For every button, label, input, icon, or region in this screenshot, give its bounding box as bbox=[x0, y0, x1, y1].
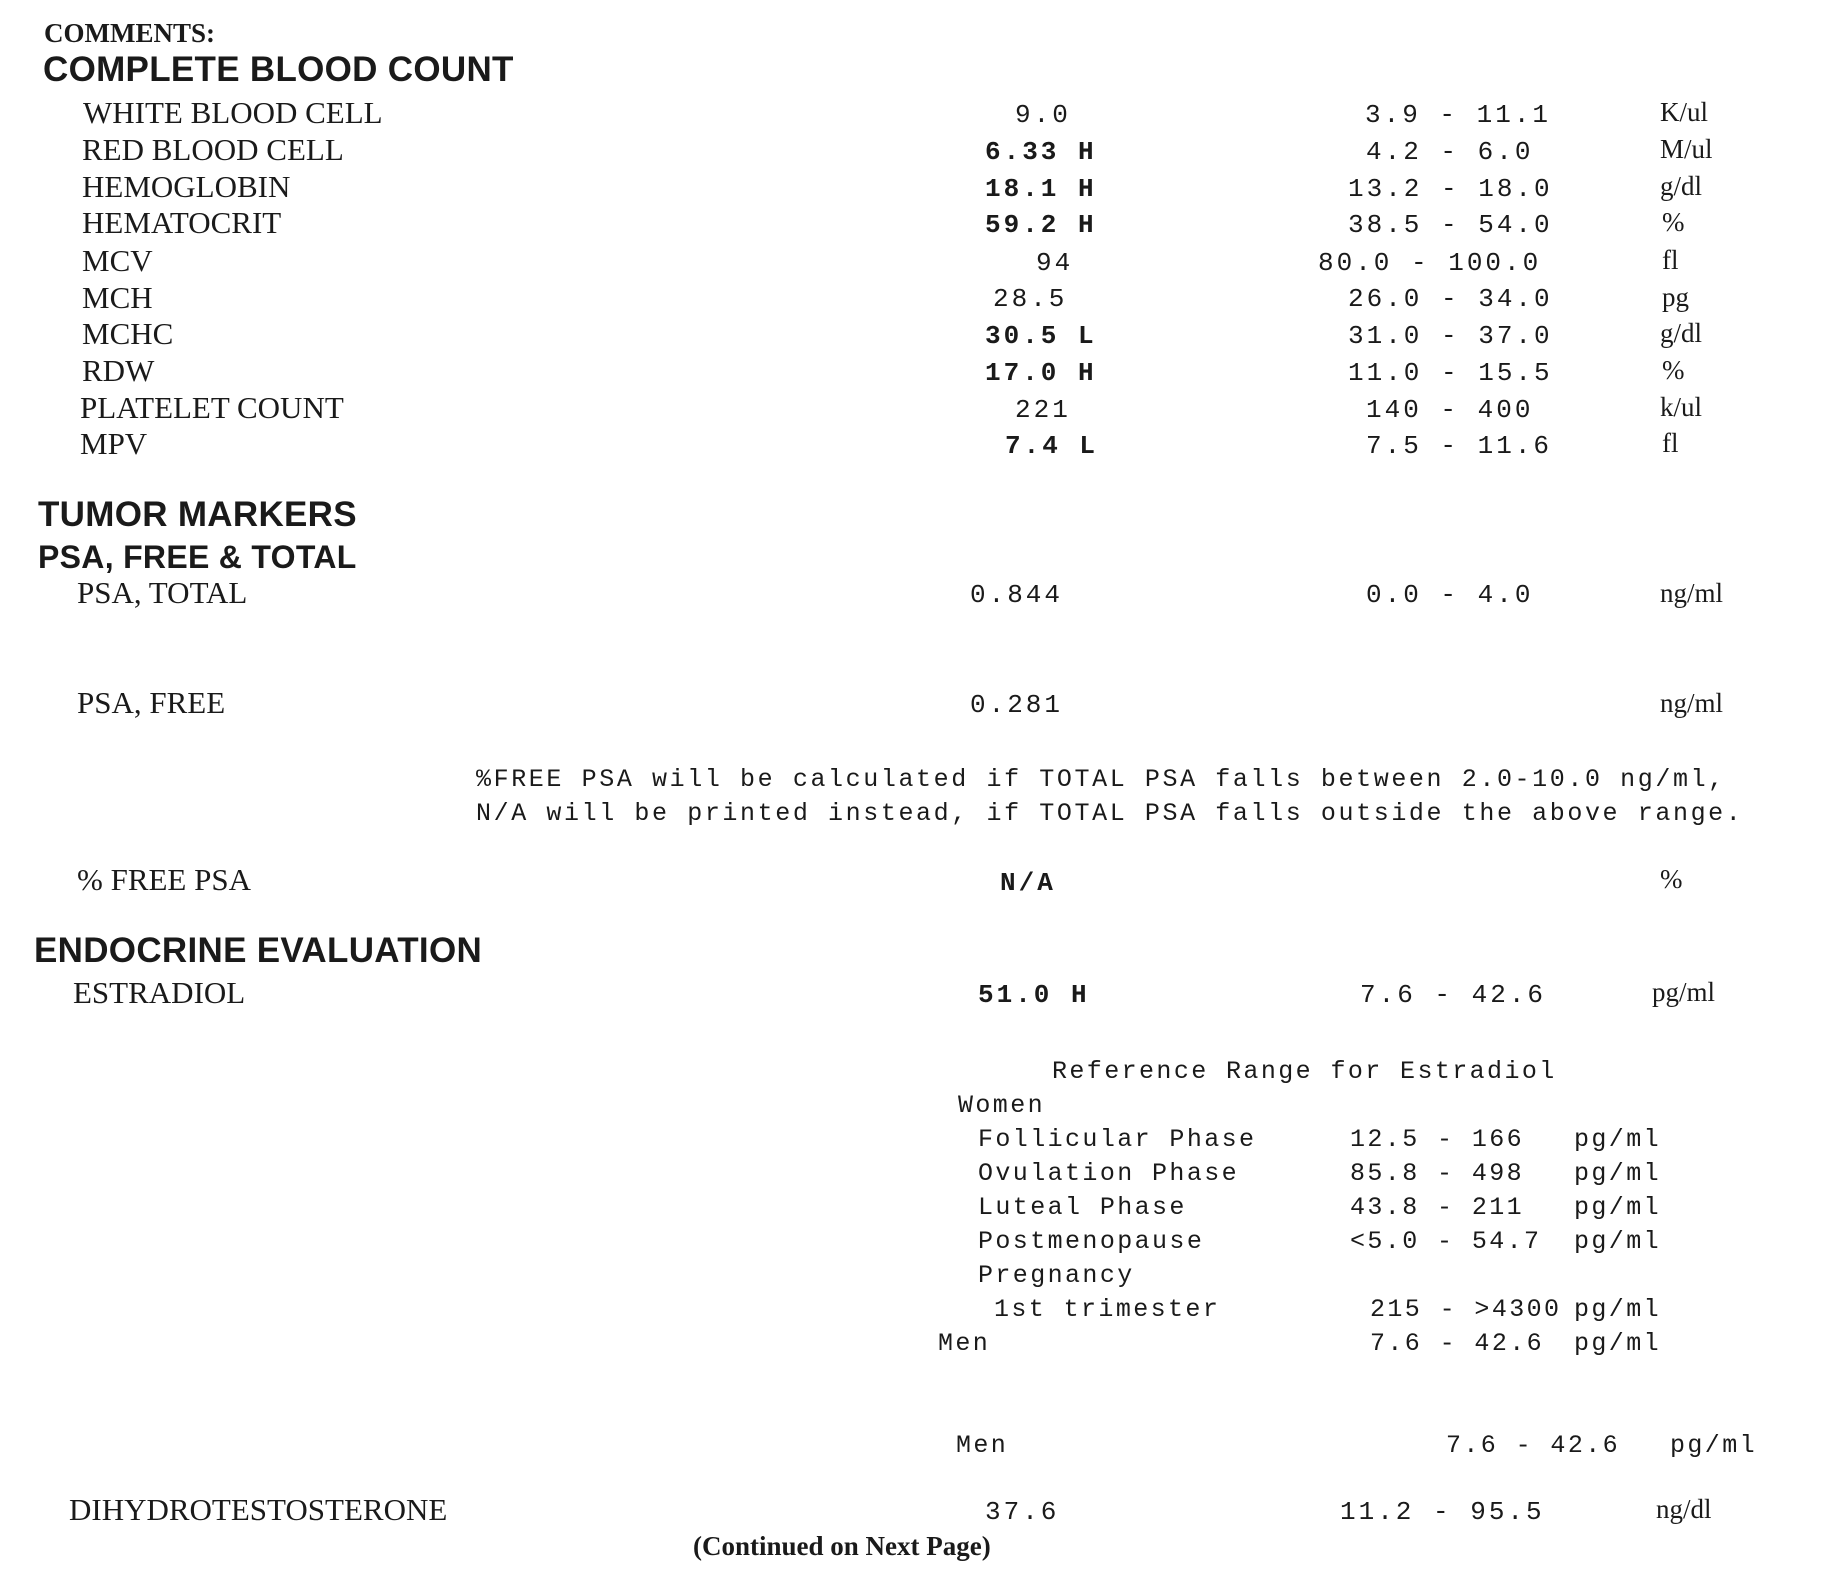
cbc-row-name: HEMOGLOBIN bbox=[82, 169, 291, 204]
cbc-row-name: MCH bbox=[82, 280, 153, 315]
reference-row-unit: pg/ml bbox=[1574, 1193, 1662, 1222]
cbc-row-name: RDW bbox=[82, 353, 155, 388]
cbc-row-range: 3.9 - 11.1 bbox=[1365, 100, 1552, 130]
reference-title: Reference Range for Estradiol bbox=[1052, 1057, 1557, 1086]
cbc-row-result: 18.1 H bbox=[985, 174, 1097, 204]
cbc-row-result: 30.5 L bbox=[985, 321, 1097, 351]
cbc-row-name: HEMATOCRIT bbox=[82, 205, 282, 240]
estradiol-name: ESTRADIOL bbox=[73, 975, 246, 1010]
psa-total-result: 0.844 bbox=[970, 580, 1064, 610]
dht-result: 37.6 bbox=[985, 1497, 1060, 1527]
cbc-row-name: PLATELET COUNT bbox=[80, 390, 344, 425]
cbc-row-result: 94 bbox=[1036, 248, 1074, 278]
cbc-row-range: 38.5 - 54.0 bbox=[1348, 210, 1553, 240]
cbc-section-title: COMPLETE BLOOD COUNT bbox=[43, 50, 514, 89]
psa-free-result: 0.281 bbox=[970, 690, 1064, 720]
pct-free-psa-name: % FREE PSA bbox=[77, 862, 251, 897]
reference-row-unit: pg/ml bbox=[1574, 1159, 1662, 1188]
cbc-row-unit: g/dl bbox=[1660, 318, 1703, 348]
cbc-row-result: 17.0 H bbox=[985, 358, 1097, 388]
dht-range: 11.2 - 95.5 bbox=[1340, 1497, 1545, 1527]
reference-row-label: Follicular Phase bbox=[978, 1125, 1257, 1154]
pct-free-psa-result: N/A bbox=[1000, 868, 1056, 898]
estradiol-unit: pg/ml bbox=[1652, 977, 1716, 1007]
reference-trimester-unit: pg/ml bbox=[1574, 1295, 1662, 1324]
reference-row-range: 43.8 - 211 bbox=[1350, 1193, 1525, 1222]
cbc-row-unit: pg bbox=[1662, 282, 1689, 312]
cbc-row-result: 9.0 bbox=[1015, 100, 1071, 130]
men-range-label: Men bbox=[956, 1431, 1009, 1460]
reference-men-unit: pg/ml bbox=[1574, 1329, 1662, 1358]
cbc-row-unit: k/ul bbox=[1660, 392, 1703, 422]
cbc-row-result: 6.33 H bbox=[985, 137, 1097, 167]
reference-men-label: Men bbox=[938, 1329, 991, 1358]
cbc-row-range: 4.2 - 6.0 bbox=[1366, 137, 1534, 167]
cbc-row-range: 13.2 - 18.0 bbox=[1348, 174, 1553, 204]
reference-row-label: Postmenopause bbox=[978, 1227, 1205, 1256]
cbc-row-unit: fl bbox=[1662, 245, 1679, 275]
reference-row-unit: pg/ml bbox=[1574, 1125, 1662, 1154]
reference-row-range: 12.5 - 166 bbox=[1350, 1125, 1525, 1154]
cbc-row-unit: % bbox=[1662, 207, 1685, 237]
endocrine-section-title: ENDOCRINE EVALUATION bbox=[34, 931, 483, 970]
cbc-row-unit: M/ul bbox=[1660, 134, 1713, 164]
cbc-row-range: 31.0 - 37.0 bbox=[1348, 321, 1553, 351]
psa-total-unit: ng/ml bbox=[1660, 578, 1724, 608]
psa-note-line-1: %FREE PSA will be calculated if TOTAL PSA falls between 2.0-10.0 ng/ml, bbox=[476, 765, 1726, 794]
psa-free-unit: ng/ml bbox=[1660, 688, 1724, 718]
continued-footer: (Continued on Next Page) bbox=[693, 1531, 991, 1561]
reference-row-label: Ovulation Phase bbox=[978, 1159, 1240, 1188]
cbc-row-result: 221 bbox=[1015, 395, 1071, 425]
cbc-row-unit: K/ul bbox=[1660, 97, 1709, 127]
reference-row-unit: pg/ml bbox=[1574, 1227, 1662, 1256]
psa-subtitle: PSA, FREE & TOTAL bbox=[38, 539, 357, 575]
men-range-value: 7.6 - 42.6 bbox=[1446, 1431, 1621, 1460]
reference-men-range: 7.6 - 42.6 bbox=[1370, 1329, 1545, 1358]
reference-pregnancy-label: Pregnancy bbox=[978, 1261, 1135, 1290]
men-range-unit: pg/ml bbox=[1670, 1431, 1758, 1460]
psa-total-name: PSA, TOTAL bbox=[77, 575, 248, 610]
cbc-row-unit: g/dl bbox=[1660, 171, 1703, 201]
reference-trimester-label: 1st trimester bbox=[994, 1295, 1221, 1324]
cbc-row-result: 7.4 L bbox=[1005, 431, 1099, 461]
cbc-row-range: 80.0 - 100.0 bbox=[1318, 248, 1542, 278]
psa-note-line-2: N/A will be printed instead, if TOTAL PSA falls outside the above range. bbox=[476, 799, 1744, 828]
estradiol-result: 51.0 H bbox=[978, 980, 1090, 1010]
reference-women-label: Women bbox=[958, 1091, 1046, 1120]
reference-row-range: <5.0 - 54.7 bbox=[1350, 1227, 1542, 1256]
cbc-row-result: 28.5 bbox=[993, 284, 1068, 314]
comments-label: COMMENTS: bbox=[44, 18, 215, 48]
cbc-row-range: 140 - 400 bbox=[1366, 395, 1534, 425]
cbc-row-name: MCHC bbox=[82, 316, 174, 351]
cbc-row-result: 59.2 H bbox=[985, 210, 1097, 240]
psa-total-range: 0.0 - 4.0 bbox=[1366, 580, 1534, 610]
reference-row-range: 85.8 - 498 bbox=[1350, 1159, 1525, 1188]
pct-free-psa-unit: % bbox=[1660, 864, 1683, 894]
reference-trimester-range: 215 - >4300 bbox=[1370, 1295, 1562, 1324]
cbc-row-range: 11.0 - 15.5 bbox=[1348, 358, 1553, 388]
cbc-row-unit: fl bbox=[1662, 428, 1679, 458]
tumor-section-title: TUMOR MARKERS bbox=[38, 495, 357, 534]
cbc-row-name: MPV bbox=[80, 426, 148, 461]
psa-free-name: PSA, FREE bbox=[77, 685, 226, 720]
reference-row-label: Luteal Phase bbox=[978, 1193, 1187, 1222]
cbc-row-unit: % bbox=[1662, 355, 1685, 385]
dht-name: DIHYDROTESTOSTERONE bbox=[69, 1492, 448, 1527]
cbc-row-range: 7.5 - 11.6 bbox=[1366, 431, 1553, 461]
dht-unit: ng/dl bbox=[1656, 1494, 1712, 1524]
estradiol-range: 7.6 - 42.6 bbox=[1360, 980, 1547, 1010]
cbc-row-name: RED BLOOD CELL bbox=[82, 132, 344, 167]
cbc-row-name: MCV bbox=[82, 243, 153, 278]
cbc-row-range: 26.0 - 34.0 bbox=[1348, 284, 1553, 314]
cbc-row-name: WHITE BLOOD CELL bbox=[83, 95, 383, 130]
